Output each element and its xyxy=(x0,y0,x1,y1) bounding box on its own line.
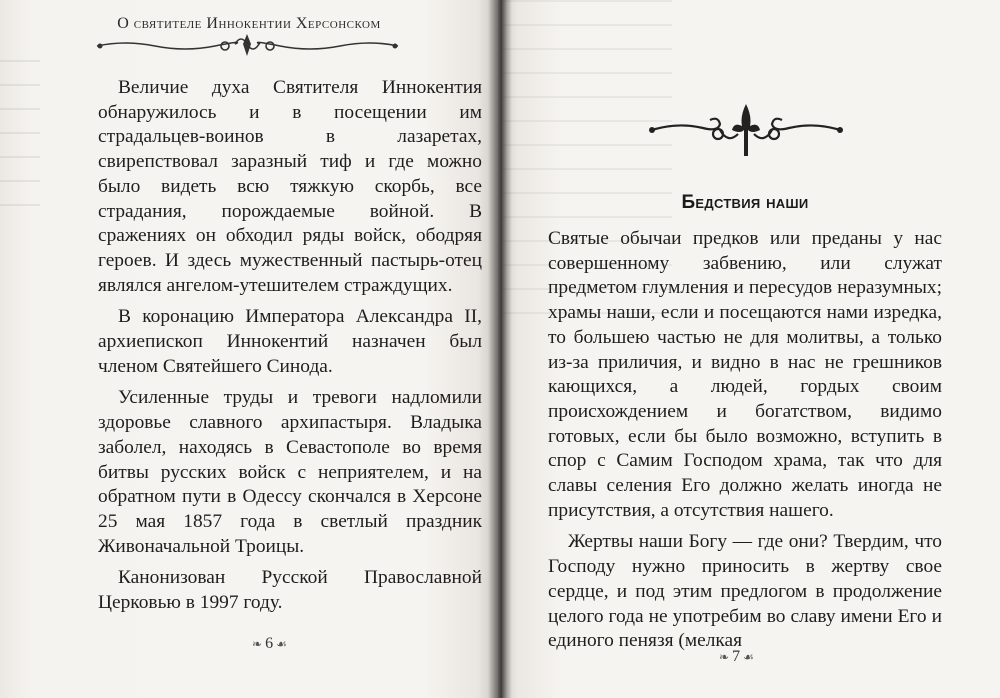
left-page xyxy=(0,0,498,698)
page-number: 7 xyxy=(732,648,741,665)
page-number: 6 xyxy=(265,635,274,652)
paragraph: Святые обычаи предков или преданы у нас совершенному забвению, или служат предметом глумления и пересудов неразумных; храмы наши, если и посещаются нами изредка, то большею частью не для молитвы, а только из-за приличия, и видно в нас не грешников кающихся, а людей, гордых своим происхождением и богатством, видимо готовых, если бы было возможно, вступить в спор с Самим Господом храма, так что для славы селения Его должно желать иногда не присутствия, а отсутствия нашего. xyxy=(548,228,942,521)
show-through xyxy=(0,60,40,210)
page-number-right xyxy=(719,648,754,666)
paragraph: В коронацию Императора Александра II, архиепископ Иннокентий назначен был членом Святейшего Синода. xyxy=(98,306,482,377)
fleur-de-lis-icon xyxy=(648,100,844,160)
scroll-divider-icon xyxy=(95,32,400,58)
running-head: О святителе Иннокентии Херсонском xyxy=(117,15,381,32)
fleuron-icon: ☙ xyxy=(743,649,754,664)
paragraph: Канонизован Русской Православной Церковью в 1997 году. xyxy=(98,567,482,614)
fleuron-icon: ❧ xyxy=(719,649,730,664)
fleuron-icon: ❧ xyxy=(252,636,263,651)
paragraph: Величие духа Святителя Иннокентия обнаружилось и в посещении им страдальцев-воинов в лазаретах, свирепствовал заразный тиф и где можно было видеть всю тяжкую скорбь, все страдания, порождаемые войной. В сражениях он обходил ряды войск, ободряя героев. И здесь мужественный пастырь-отец являлся ангелом-утешителем страждущих. xyxy=(98,77,482,296)
paragraph: Жертвы наши Богу — где они? Твердим, что Господу нужно приносить в жертву свое сердце, и под этим предлогом в продолжение целого года не употребим во славу имени Его и единого пенязя (мелкая xyxy=(548,531,942,652)
paragraph: Усиленные труды и тревоги надломили здоровье славного архипастыря. Владыка заболел, находясь в Севастополе во время битвы русских войск с неприятелем, и на обратном пути в Одессу скончался в Херсоне 25 мая 1857 года в светлый праздник Живоначальной Троицы. xyxy=(98,387,482,557)
book-gutter xyxy=(488,0,512,698)
right-body-text xyxy=(548,227,942,661)
left-body-text xyxy=(98,76,482,623)
fleuron-icon: ☙ xyxy=(276,636,287,651)
chapter-title: Бедствия наши xyxy=(681,192,809,213)
page-number-left xyxy=(252,635,287,653)
